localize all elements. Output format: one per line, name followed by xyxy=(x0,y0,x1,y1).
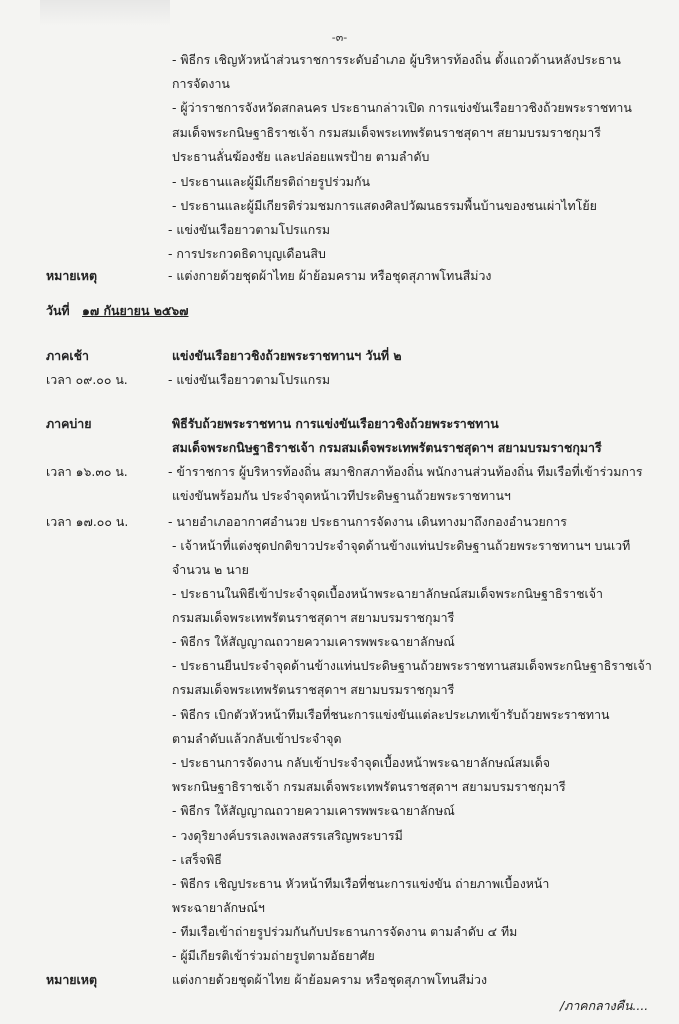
continued-text: /ภาคกลางคืน.... xyxy=(560,998,649,1013)
afternoon-line: - พิธีกร ให้สัญญาณถวายความเคารพพระฉายาลักษณ์ xyxy=(172,803,455,818)
afternoon-line: - พิธีกร เชิญประธาน หัวหน้าทีมเรือที่ชนะการแข่งขัน ถ่ายภาพเบื้องหน้า xyxy=(172,876,550,891)
afternoon-line: จำนวน ๒ นาย xyxy=(172,562,249,577)
note-label: หมายเหตุ xyxy=(46,972,98,987)
afternoon-line: - นายอำเภออากาศอำนวย ประธานการจัดงาน เดินทางมาถึงกองอำนวยการ xyxy=(168,514,567,529)
note-label: หมายเหตุ xyxy=(46,268,98,283)
note-text: แต่งกายด้วยชุดผ้าไทย ผ้าย้อมคราม หรือชุดสุภาพโทนสีม่วง xyxy=(172,972,488,987)
note-text: - แต่งกายด้วยชุดผ้าไทย ผ้าย้อมคราม หรือชุดสุภาพโทนสีม่วง xyxy=(168,268,492,283)
afternoon-line: - ประธานยืนประจำจุดด้านข้างแท่นประดิษฐานถ้วยพระราชทานสมเด็จพระกนิษฐาธิราชเจ้า xyxy=(172,658,652,673)
morning-item: - แข่งขันเรือยาวตามโปรแกรม xyxy=(168,372,331,387)
afternoon-line: - ผู้มีเกียรติเข้าร่วมถ่ายรูปตามอัธยาศัย xyxy=(172,948,375,963)
block1-line: การจัดงาน xyxy=(172,76,230,91)
afternoon-line: - เจ้าหน้าที่แต่งชุดปกติขาวประจำจุดด้านข้างแท่นประดิษฐานถ้วยพระราชทานฯ บนเวที xyxy=(172,538,631,553)
afternoon-line: พระกนิษฐาธิราชเจ้า กรมสมเด็จพระเทพรัตนราชสุดาฯ สยามบรมราชกุมารี xyxy=(172,779,566,794)
afternoon-line: - ประธานในพิธีเข้าประจำจุดเบื้องหน้าพระฉายาลักษณ์สมเด็จพระกนิษฐาธิราชเจ้า xyxy=(172,586,603,601)
afternoon-heading: พิธีรับถ้วยพระราชทาน การแข่งขันเรือยาวชิงถ้วยพระราชทาน xyxy=(172,416,499,431)
block1-line: - ประธานและผู้มีเกียรติร่วมชมการแสดงศิลปวัฒนธรรมพื้นบ้านของชนเผ่าไทโย้ย xyxy=(172,198,597,213)
afternoon-line: ตามลำดับแล้วกลับเข้าประจำจุด xyxy=(172,731,342,746)
page-number: -๓- xyxy=(331,31,348,44)
afternoon-line: - ทีมเรือเข้าถ่ายรูปร่วมกันกับประธานการจัดงาน ตามลำดับ ๔ ทีม xyxy=(172,924,518,939)
page-corner-shadow xyxy=(40,0,170,26)
afternoon-line: กรมสมเด็จพระเทพรัตนราชสุดาฯ สยามบรมราชกุมารี xyxy=(172,682,455,697)
afternoon-line: - ประธานการจัดงาน กลับเข้าประจำจุดเบื้องหน้าพระฉายาลักษณ์สมเด็จ xyxy=(172,755,551,770)
block1-line: - การประกวดธิดาบุญเดือนสิบ xyxy=(168,246,326,261)
afternoon-line: พระฉายาลักษณ์ฯ xyxy=(172,900,265,915)
afternoon-line: แข่งขันพร้อมกัน ประจำจุดหน้าเวทีประดิษฐานถ้วยพระราชทานฯ xyxy=(172,488,511,503)
block1-line: - แข่งขันเรือยาวตามโปรแกรม xyxy=(168,222,331,237)
afternoon-heading: สมเด็จพระกนิษฐาธิราชเจ้า กรมสมเด็จพระเทพรัตนราชสุดาฯ สยามบรมราชกุมารี xyxy=(172,440,602,455)
afternoon-time: เวลา ๑๗.๐๐ น. xyxy=(46,514,129,529)
date-value: ๑๗ กันยายน ๒๕๖๗ xyxy=(82,303,189,318)
morning-heading: แข่งขันเรือยาวชิงถ้วยพระราชทานฯ วันที่ ๒ xyxy=(172,348,402,363)
block1-line: ประธานลั่นฆ้องชัย และปล่อยแพรป้าย ตามลำดับ xyxy=(172,149,430,164)
afternoon-line: กรมสมเด็จพระเทพรัตนราชสุดาฯ สยามบรมราชกุมารี xyxy=(172,610,455,625)
morning-time: เวลา ๐๙.๐๐ น. xyxy=(46,372,128,387)
afternoon-line: - พิธีกร เบิกตัวหัวหน้าทีมเรือที่ชนะการแข่งขันแต่ละประเภทเข้ารับถ้วยพระราชทาน xyxy=(172,707,610,722)
afternoon-line: - วงดุริยางค์บรรเลงเพลงสรรเสริญพระบารมี xyxy=(172,828,403,843)
morning-label: ภาคเช้า xyxy=(46,348,90,363)
afternoon-line: - พิธีกร ให้สัญญาณถวายความเคารพพระฉายาลักษณ์ xyxy=(172,634,455,649)
afternoon-line: - ข้าราชการ ผู้บริหารท้องถิ่น สมาชิกสภาท้องถิ่น พนักงานส่วนท้องถิ่น ทีมเรือที่เข้าร่วมการ xyxy=(168,464,643,479)
date-label: วันที่ xyxy=(46,303,70,318)
block1-line: - ผู้ว่าราชการจังหวัดสกลนคร ประธานกล่าวเปิด การแข่งขันเรือยาวชิงถ้วยพระราชทาน xyxy=(172,100,632,115)
block1-line: - พิธีกร เชิญหัวหน้าส่วนราชการระดับอำเภอ ผู้บริหารท้องถิ่น ตั้งแถวด้านหลังประธาน xyxy=(172,52,621,67)
afternoon-line: - เสร็จพิธี xyxy=(172,852,222,867)
afternoon-label: ภาคบ่าย xyxy=(46,416,92,431)
block1-line: - ประธานและผู้มีเกียรติถ่ายรูปร่วมกัน xyxy=(172,174,370,189)
block1-line: สมเด็จพระกนิษฐาธิราชเจ้า กรมสมเด็จพระเทพรัตนราชสุดาฯ สยามบรมราชกุมารี xyxy=(172,125,601,140)
afternoon-time: เวลา ๑๖.๓๐ น. xyxy=(46,464,128,479)
